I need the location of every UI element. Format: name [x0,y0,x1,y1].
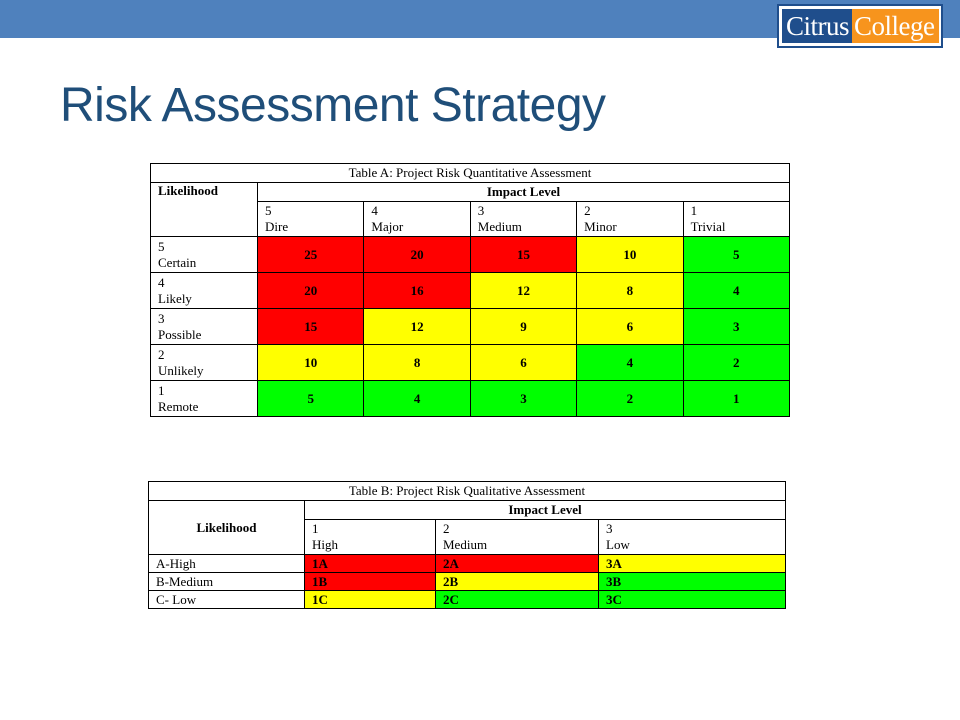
risk-code-cell: 2A [436,555,599,573]
likelihood-cell [151,273,258,309]
risk-code-cell: 3B [599,573,786,591]
impact-num: 4 [371,203,378,218]
risk-code-cell: 1C [305,591,436,609]
likelihood-cell [151,345,258,381]
table-row [151,237,790,273]
risk-score-cell: 6 [470,345,576,381]
logo-text-college: College [852,9,938,43]
table-a-impact-header: Impact Level [258,183,790,202]
likelihood-label: B-Medium [149,573,305,591]
table-row [151,345,790,381]
impact-level-3 [470,202,576,237]
table-b-likelihood-header: Likelihood [149,501,305,555]
risk-score-cell: 3 [470,381,576,417]
table-row [149,591,786,609]
likelihood-num: 2 [158,346,165,362]
impact-num: 2 [443,521,450,536]
table-b-caption: Table B: Project Risk Qualitative Assessment [149,482,786,501]
likelihood-cell [151,237,258,273]
impact-level-4 [364,202,470,237]
impact-num: 3 [477,203,485,218]
impact-num: 2 [584,203,591,218]
table-row [149,573,786,591]
risk-score-cell: 9 [470,309,576,345]
risk-score-cell: 4 [683,273,789,309]
risk-score-cell: 4 [577,345,683,381]
risk-code-cell: 1B [305,573,436,591]
risk-score-cell: 25 [258,237,364,273]
likelihood-label: Possible [158,326,202,342]
risk-code-cell: 1A [305,555,436,573]
impact-num: 1 [312,521,319,536]
risk-score-cell: 15 [258,309,364,345]
risk-score-cell: 20 [258,273,364,309]
risk-code-cell: 3A [599,555,786,573]
table-a-likelihood-header: Likelihood [151,183,258,237]
impact-label: Medium [477,219,522,234]
risk-score-cell: 10 [577,237,683,273]
likelihood-cell [151,309,258,345]
risk-score-cell: 15 [470,237,576,273]
likelihood-num: 1 [158,382,165,398]
impact-level-5 [258,202,364,237]
impact-label: Minor [584,219,617,234]
risk-code-cell: 3C [599,591,786,609]
table-a-caption: Table A: Project Risk Quantitative Assessment [151,164,790,183]
risk-score-cell: 10 [258,345,364,381]
risk-score-cell: 12 [470,273,576,309]
impact-level-high [305,520,436,555]
qualitative-risk-table [148,481,786,609]
citrus-college-logo [777,4,943,48]
likelihood-num: 4 [158,274,165,290]
impact-label: High [312,537,338,552]
impact-num: 1 [690,203,698,218]
likelihood-label: Unlikely [158,362,204,378]
likelihood-label: Certain [158,254,197,270]
table-row [151,273,790,309]
likelihood-label: A-High [149,555,305,573]
risk-score-cell: 8 [364,345,470,381]
impact-label: Medium [443,537,488,552]
risk-score-cell: 5 [683,237,789,273]
quantitative-risk-table [150,163,790,417]
risk-score-cell: 12 [364,309,470,345]
impact-level-2 [577,202,683,237]
likelihood-label: Remote [158,398,199,414]
risk-score-cell: 5 [258,381,364,417]
impact-label: Trivial [690,219,726,234]
impact-level-1 [683,202,789,237]
likelihood-num: 5 [158,238,165,254]
impact-label: Major [371,219,404,234]
likelihood-label: C- Low [149,591,305,609]
slide-title: Risk Assessment Strategy [60,79,606,132]
impact-level-low [599,520,786,555]
risk-score-cell: 3 [683,309,789,345]
table-row [151,309,790,345]
risk-score-cell: 16 [364,273,470,309]
table-b-impact-header: Impact Level [305,501,786,520]
risk-code-cell: 2B [436,573,599,591]
impact-label: Low [606,537,630,552]
impact-num: 5 [265,203,272,218]
impact-label: Dire [265,219,289,234]
likelihood-num: 3 [158,310,165,326]
risk-score-cell: 8 [577,273,683,309]
risk-score-cell: 6 [577,309,683,345]
impact-num: 3 [606,521,613,536]
risk-score-cell: 2 [577,381,683,417]
likelihood-label: Likely [158,290,192,306]
table-row [151,381,790,417]
logo-text-citrus: Citrus [782,9,852,43]
table-row [149,555,786,573]
impact-level-medium [436,520,599,555]
risk-score-cell: 2 [683,345,789,381]
risk-score-cell: 20 [364,237,470,273]
risk-score-cell: 1 [683,381,789,417]
likelihood-cell [151,381,258,417]
risk-code-cell: 2C [436,591,599,609]
risk-score-cell: 4 [364,381,470,417]
